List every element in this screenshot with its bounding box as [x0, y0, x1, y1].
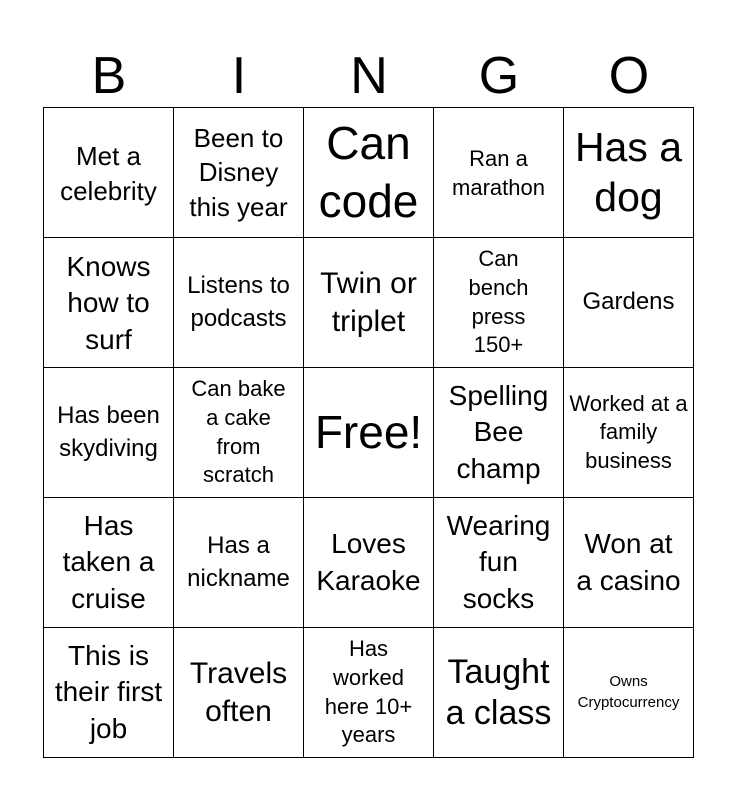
bingo-cell[interactable]	[44, 238, 174, 368]
cell-text: Taught a class	[445, 652, 552, 732]
bingo-header	[44, 44, 694, 108]
bingo-cell[interactable]	[304, 498, 434, 628]
bingo-cell[interactable]	[44, 368, 174, 498]
cell-text: Has taken a cruise	[62, 509, 155, 614]
bingo-cell[interactable]	[304, 238, 434, 368]
cell-text: Can bench press 150+	[468, 246, 529, 358]
bingo-cell[interactable]	[434, 108, 564, 238]
cell-text: Has a dog	[574, 124, 683, 220]
cell-text: Been to Disney this year	[189, 123, 288, 222]
cell-text: Owns Cryptocurrency	[577, 673, 680, 711]
cell-text: Met a celebrity	[60, 141, 157, 206]
cell-text: Can code	[318, 117, 419, 227]
cell-text: Twin or triplet	[320, 267, 417, 338]
cell-text: Free!	[314, 405, 423, 458]
bingo-cell[interactable]	[564, 628, 694, 758]
cell-text: Gardens	[582, 288, 675, 316]
cell-text: Listens to podcasts	[187, 272, 290, 332]
bingo-cell[interactable]	[44, 498, 174, 628]
bingo-cell[interactable]	[304, 108, 434, 238]
cell-text: Has worked here 10+ years	[324, 636, 413, 748]
header-letter-o: O	[608, 47, 650, 105]
header-letter-i: I	[231, 47, 247, 105]
cell-text: Wearing fun socks	[446, 509, 551, 614]
bingo-cell[interactable]	[434, 498, 564, 628]
cell-text: Has a nickname	[187, 532, 290, 592]
header-letter-g: G	[478, 47, 520, 105]
bingo-cell[interactable]	[304, 628, 434, 758]
bingo-cell-free[interactable]	[304, 368, 434, 498]
cell-text: Loves Karaoke	[316, 528, 421, 596]
cell-text: Ran a marathon	[452, 145, 545, 200]
header-letter-n: N	[350, 47, 388, 105]
cell-text: Spelling Bee champ	[448, 379, 549, 484]
bingo-cell[interactable]	[44, 108, 174, 238]
cell-text: Won at a casino	[576, 528, 681, 596]
bingo-cell[interactable]	[434, 628, 564, 758]
cell-text: Has been skydiving	[57, 402, 160, 462]
bingo-cell[interactable]	[174, 238, 304, 368]
bingo-cell[interactable]	[174, 368, 304, 498]
cell-text: Knows how to surf	[66, 250, 151, 355]
bingo-cell[interactable]	[434, 368, 564, 498]
bingo-cell[interactable]	[174, 628, 304, 758]
bingo-cell[interactable]	[564, 368, 694, 498]
bingo-cell[interactable]	[174, 498, 304, 628]
cell-text: This is their first job	[54, 639, 163, 744]
bingo-cell[interactable]	[564, 238, 694, 368]
cell-text: Worked at a family business	[569, 390, 688, 473]
bingo-cell[interactable]	[44, 628, 174, 758]
bingo-cell[interactable]	[564, 498, 694, 628]
header-letter-b: B	[91, 47, 127, 105]
bingo-cell[interactable]	[174, 108, 304, 238]
bingo-cell[interactable]	[564, 108, 694, 238]
bingo-board	[43, 107, 694, 758]
cell-text: Can bake a cake from scratch	[191, 376, 286, 488]
cell-text: Travels often	[189, 657, 288, 728]
bingo-cell[interactable]	[434, 238, 564, 368]
